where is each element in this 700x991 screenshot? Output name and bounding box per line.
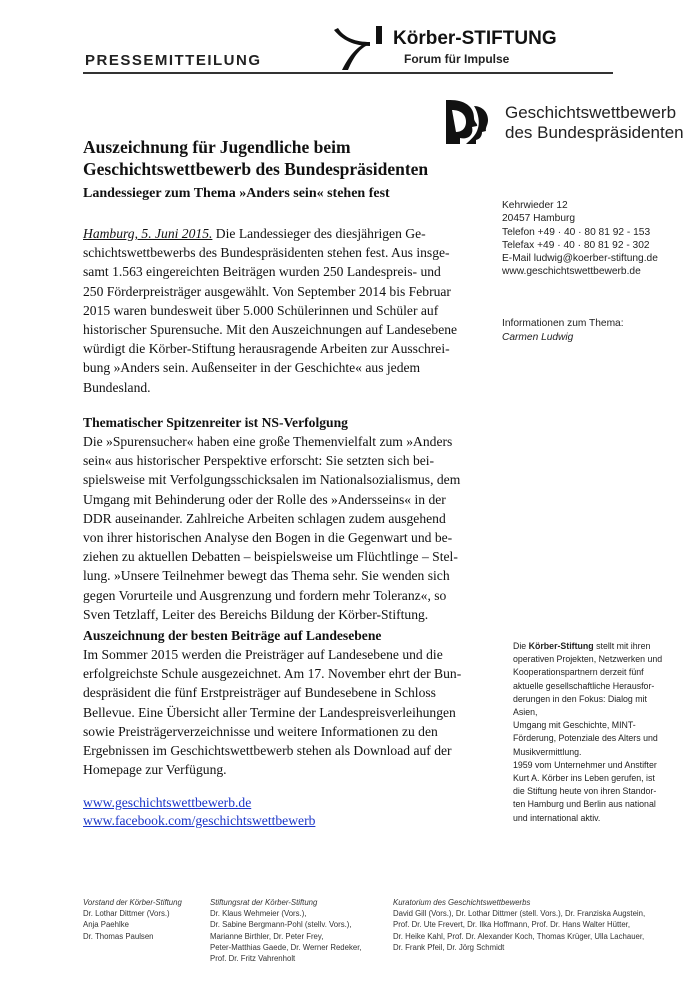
website-link[interactable]: www.geschichtswettbewerb.de <box>83 795 252 810</box>
footer-line: Dr. Thomas Paulsen <box>83 931 154 941</box>
text-line: Förderung, Potenziale des Alters und <box>513 733 658 744</box>
logo-stroke-right <box>376 26 382 44</box>
footer-line: Peter-Matthias Gaede, Dr. Werner Redeker, <box>210 942 362 952</box>
contact-block <box>502 199 658 279</box>
text-line <box>513 640 663 653</box>
text-line: Im Sommer 2015 werden die Preisträger auf Landesebene und die <box>83 647 443 662</box>
footer-line: Dr. Frank Pfeil, Dr. Jörg Schmidt <box>393 942 505 952</box>
text-line: Musikvermittlung. <box>513 746 582 757</box>
text-line: 250 Förderpreisträger ausgewählt. Von September 2014 bis Februar <box>83 283 451 299</box>
about-org-name: Körber-Stiftung <box>528 641 594 651</box>
text-line: historischer Spurensuche. Mit den Auszeichnungen auf Landesebene <box>83 322 458 338</box>
footer-line: Dr. Lothar Dittmer (Vors.) <box>83 909 170 919</box>
info-label: Informationen zum Thema: <box>502 318 624 329</box>
paragraph-topics <box>83 432 493 624</box>
article-title <box>83 136 503 180</box>
footer-line: Prof. Dr. Ute Frevert, Dr. Ilka Hoffmann, Prof. Dr. Hans Walter Hütter, <box>393 920 631 930</box>
text-line: Umgang mit Behinderung oder der Rolle des »Andersseins« in der <box>83 491 446 507</box>
text-line: aktuelle gesellschaftliche Herausfor- <box>513 680 655 691</box>
text-line: spielsweise mit Verfolgungsschicksalen im Nationalsozialismus, dem <box>83 472 461 488</box>
text-line <box>83 224 493 243</box>
text-line: würdigt die Körber-Stiftung herausragende Arbeiten zur Ausschrei- <box>83 341 450 357</box>
text-line: bung »Anders sein. Außenseiter in der Geschichte« aus jedem <box>83 360 421 376</box>
text-line: Die »Spurensucher« haben eine große Themenvielfalt zum »Anders <box>83 434 453 449</box>
logo-stroke-upper <box>334 28 370 46</box>
about-foundation <box>513 640 663 825</box>
text-line: sowie Preisträgerverzeichnisse und weitere Informationen zu den <box>83 723 438 739</box>
footer-council <box>210 897 362 964</box>
org-tagline: Forum für Impulse <box>404 52 510 66</box>
text-line: ten Hamburg und Berlin aus national <box>513 799 656 810</box>
footer-line: Prof. Dr. Fritz Vahrenholt <box>210 954 296 964</box>
logo-stroke-lower <box>342 42 370 70</box>
footer-line: Dr. Heike Kahl, Prof. Dr. Alexander Koch, Thomas Krüger, Ulla Lachauer, <box>393 931 645 941</box>
text-line: ziehen zu aktuellen Debatten – beispielsweise um Flüchtlinge – Stel- <box>83 549 458 565</box>
text-line: gegen Vorurteile und Ausgrenzung und fordern mehr Toleranz«, so <box>83 587 447 603</box>
footer-line: David Gill (Vors.), Dr. Lothar Dittmer (stell. Vors.), Dr. Franziska Augstein, <box>393 909 646 919</box>
text-line: die Stiftung heute von ihren Standor- <box>513 786 657 797</box>
text-line: Sven Tetzlaff, Leiter des Bereichs Bildung der Körber-Stiftung. <box>83 606 429 622</box>
footer-line: Marianne Birthler, Dr. Peter Frey, <box>210 931 324 941</box>
footer-title: Kuratorium des Geschichtswettbewerbs <box>393 898 531 907</box>
footer-line: Anja Paehlke <box>83 920 129 930</box>
text-line: derungen in den Fokus: Dialog mit Asien, <box>513 693 647 718</box>
contact-fax: Telefax +49 · 40 · 80 81 92 - 302 <box>502 239 650 251</box>
footer-curatorium <box>393 897 645 953</box>
org-name: Körber-STIFTUNG <box>393 28 557 49</box>
footer-board <box>83 897 182 942</box>
text-line: Bundesland. <box>83 379 151 395</box>
title-line: Geschichtswettbewerb des Bundespräsidenten <box>83 159 429 179</box>
about-intro-post: stellt mit ihren <box>593 641 651 651</box>
text-line: lung. »Unsere Teilnehmer bewegt das Thema sehr. Sie wenden sich <box>83 568 450 584</box>
contact-email[interactable]: E-Mail ludwig@koerber-stiftung.de <box>502 253 658 265</box>
footer-line: Dr. Sabine Bergmann-Pohl (stellv. Vors.), <box>210 920 352 930</box>
contact-person: Carmen Ludwig <box>502 332 574 343</box>
paragraph-intro <box>83 224 493 397</box>
contact-phone: Telefon +49 · 40 · 80 81 92 - 153 <box>502 226 651 238</box>
text-line: samt 1.563 eingereichten Beiträgen wurden 250 Landespreis- und <box>83 264 441 280</box>
text-line: operativen Projekten, Netzwerken und <box>513 654 663 665</box>
text-line: DDR auseinander. Zahlreiche Arbeiten schlagen zudem ausgehend <box>83 510 446 526</box>
press-release-label: PRESSEMITTEILUNG <box>85 52 262 69</box>
text-line: sein« aus historischer Perspektive erforscht: Sie setzten sich bei- <box>83 453 435 469</box>
contact-city: 20457 Hamburg <box>502 213 576 225</box>
title-line: Auszeichnung für Jugendliche beim <box>83 137 351 157</box>
partner-logo-line2: des Bundespräsidenten <box>505 123 684 142</box>
paragraph-awards <box>83 645 493 779</box>
text-line: schichtswettbewerbs des Bundespräsidenten stehen fest. Aus insge- <box>83 245 450 261</box>
text-line: Bellevue. Eine Übersicht aller Termine der Landespreisverleihungen <box>83 704 456 720</box>
section-heading-ns: Thematischer Spitzenreiter ist NS-Verfolgung <box>83 415 348 430</box>
dateline: Hamburg, 5. Juni 2015. <box>83 226 213 241</box>
text-line: Kooperationspartnern derzeit fünf <box>513 667 644 678</box>
contact-address: Kehrwieder 12 <box>502 200 568 211</box>
text-line: Homepage zur Verfügung. <box>83 762 227 778</box>
section-heading-awards: Auszeichnung der besten Beiträge auf Landesebene <box>83 628 382 643</box>
about-intro-pre: Die <box>513 641 529 651</box>
footer-title: Vorstand der Körber-Stiftung <box>83 898 182 907</box>
footer-title: Stiftungsrat der Körber-Stiftung <box>210 898 318 907</box>
text-line: erfolgreichste Schule ausgezeichnet. Am 17. November ehrt der Bun- <box>83 666 462 682</box>
text-line: 2015 waren bundesweit über 5.000 Schülerinnen und Schüler auf <box>83 302 439 318</box>
facebook-link[interactable]: www.facebook.com/geschichtswettbewerb <box>83 813 316 828</box>
text-line: und international aktiv. <box>513 812 601 823</box>
contact-website[interactable]: www.geschichtswettbewerb.de <box>502 266 641 278</box>
text-line: despräsident die fünf Erstpreisträger auf Bundesebene in Schloss <box>83 685 436 701</box>
article-subtitle: Landessieger zum Thema »Anders sein« stehen fest <box>83 186 390 201</box>
text-line: Ergebnissen im Geschichtswettbewerb stehen als Download auf der <box>83 743 452 759</box>
footer-line: Dr. Klaus Wehmeier (Vors.), <box>210 909 307 919</box>
partner-logo-line1: Geschichtswettbewerb <box>505 103 677 122</box>
text-line: Umgang mit Geschichte, MINT- <box>513 720 636 731</box>
text-line: 1959 vom Unternehmer und Anstifter <box>513 759 657 770</box>
text-line-rest: Die Landessieger des diesjährigen Ge- <box>212 226 426 241</box>
text-line: von ihrer historischen Analyse den Bogen in die Gegenwart und be- <box>83 530 453 546</box>
text-line: Kurt A. Körber ins Leben gerufen, ist <box>513 773 655 784</box>
